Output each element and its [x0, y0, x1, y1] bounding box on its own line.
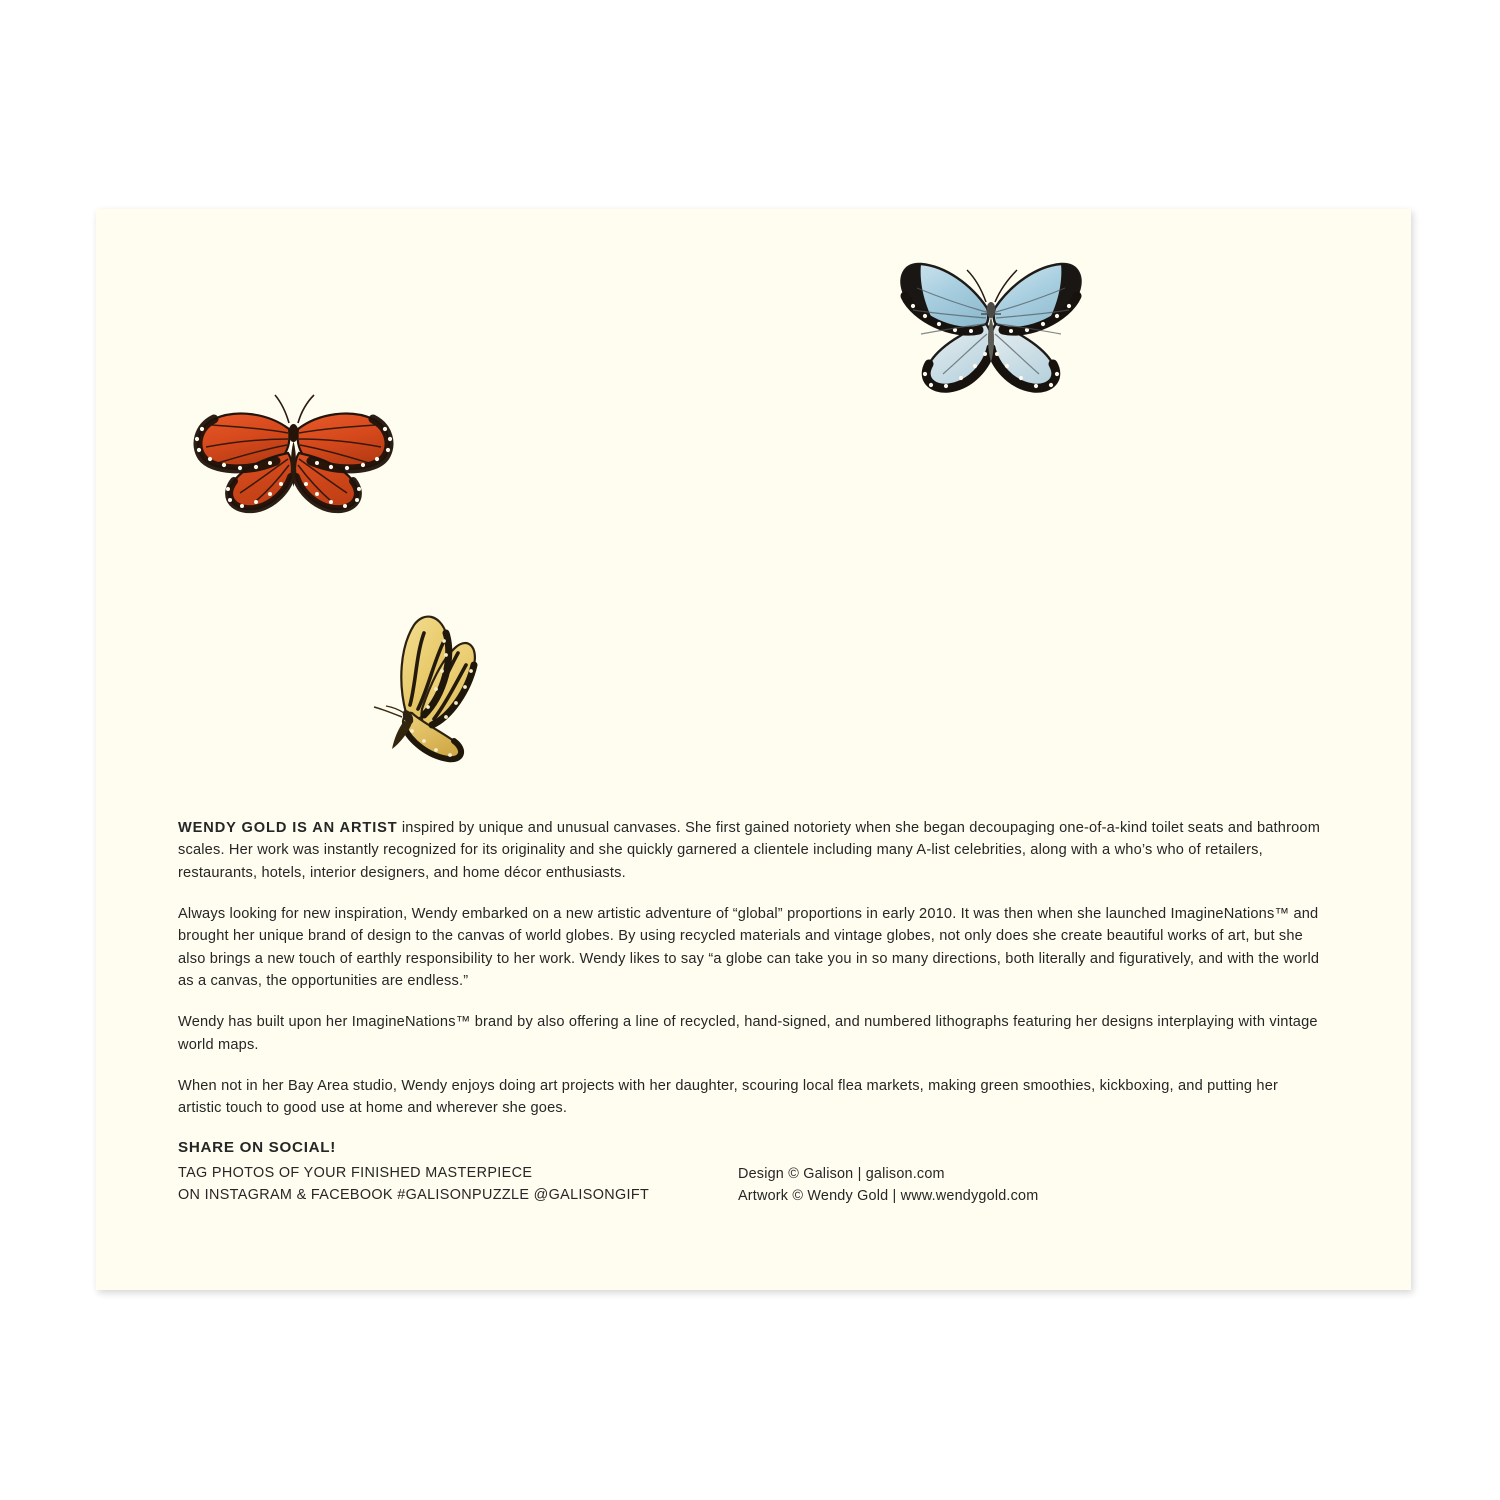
artist-bio: [178, 817, 1323, 1120]
monarch-butterfly: [188, 389, 403, 529]
social-tag-instructions: [178, 1163, 738, 1207]
social-tag-line-1: TAG PHOTOS OF YOUR FINISHED MASTERPIECE: [178, 1165, 533, 1181]
bio-paragraph-1-text: inspired by unique and unusual canvases. She first gained notoriety when she began decoupaging one-of-a-kind toilet seats and bathroom scales. Her work was instantly recognized for its originality and she quickly garnered a clientele including many A-list celebrities, along with a who’s who of retailers, restaurants, hotels, interior designers, and home décor enthusiasts.: [178, 820, 1321, 881]
puzzle-insert-sheet: [96, 209, 1411, 1290]
swallowtail-butterfly: [358, 609, 498, 769]
bio-paragraph-1: [178, 817, 1323, 884]
bio-paragraph-2: Always looking for new inspiration, Wendy embarked on a new artistic adventure of “global” proportions in early 2010. It was then when she launched ImagineNations™ and brought her unique brand of design to the canvas of world globes. By using recycled materials and vintage globes, not only does she create beautiful works of art, but she also brings a new touch of earthly responsibility to her work. Wendy likes to say “a globe can take you in so many directions, both literally and figuratively, and with the world as a canvas, the opportunities are endless.”: [178, 905, 1320, 989]
bio-lead-in: WENDY GOLD IS AN ARTIST: [178, 820, 398, 836]
social-tag-line-2: ON INSTAGRAM & FACEBOOK #GALISONPUZZLE @GALISONGIFT: [178, 1186, 650, 1203]
blue-butterfly: [891, 254, 1091, 414]
bio-paragraph-4: When not in her Bay Area studio, Wendy enjoys doing art projects with her daughter, scouring local flea markets, making green smoothies, kickboxing, and putting her artistic touch to good use at home and wherever she goes.: [178, 1077, 1279, 1117]
footer: [178, 1139, 1338, 1208]
share-on-social-heading: SHARE ON SOCIAL!: [178, 1139, 337, 1156]
design-credit: Design © Galison | galison.com: [738, 1166, 945, 1182]
artwork-credit: Artwork © Wendy Gold | www.wendygold.com: [738, 1188, 1039, 1205]
bio-paragraph-3: Wendy has built upon her ImagineNations™ brand by also offering a line of recycled, hand-signed, and numbered lithographs featuring her designs interplaying with vintage world maps.: [178, 1014, 1318, 1053]
credits-block: [738, 1163, 1168, 1208]
